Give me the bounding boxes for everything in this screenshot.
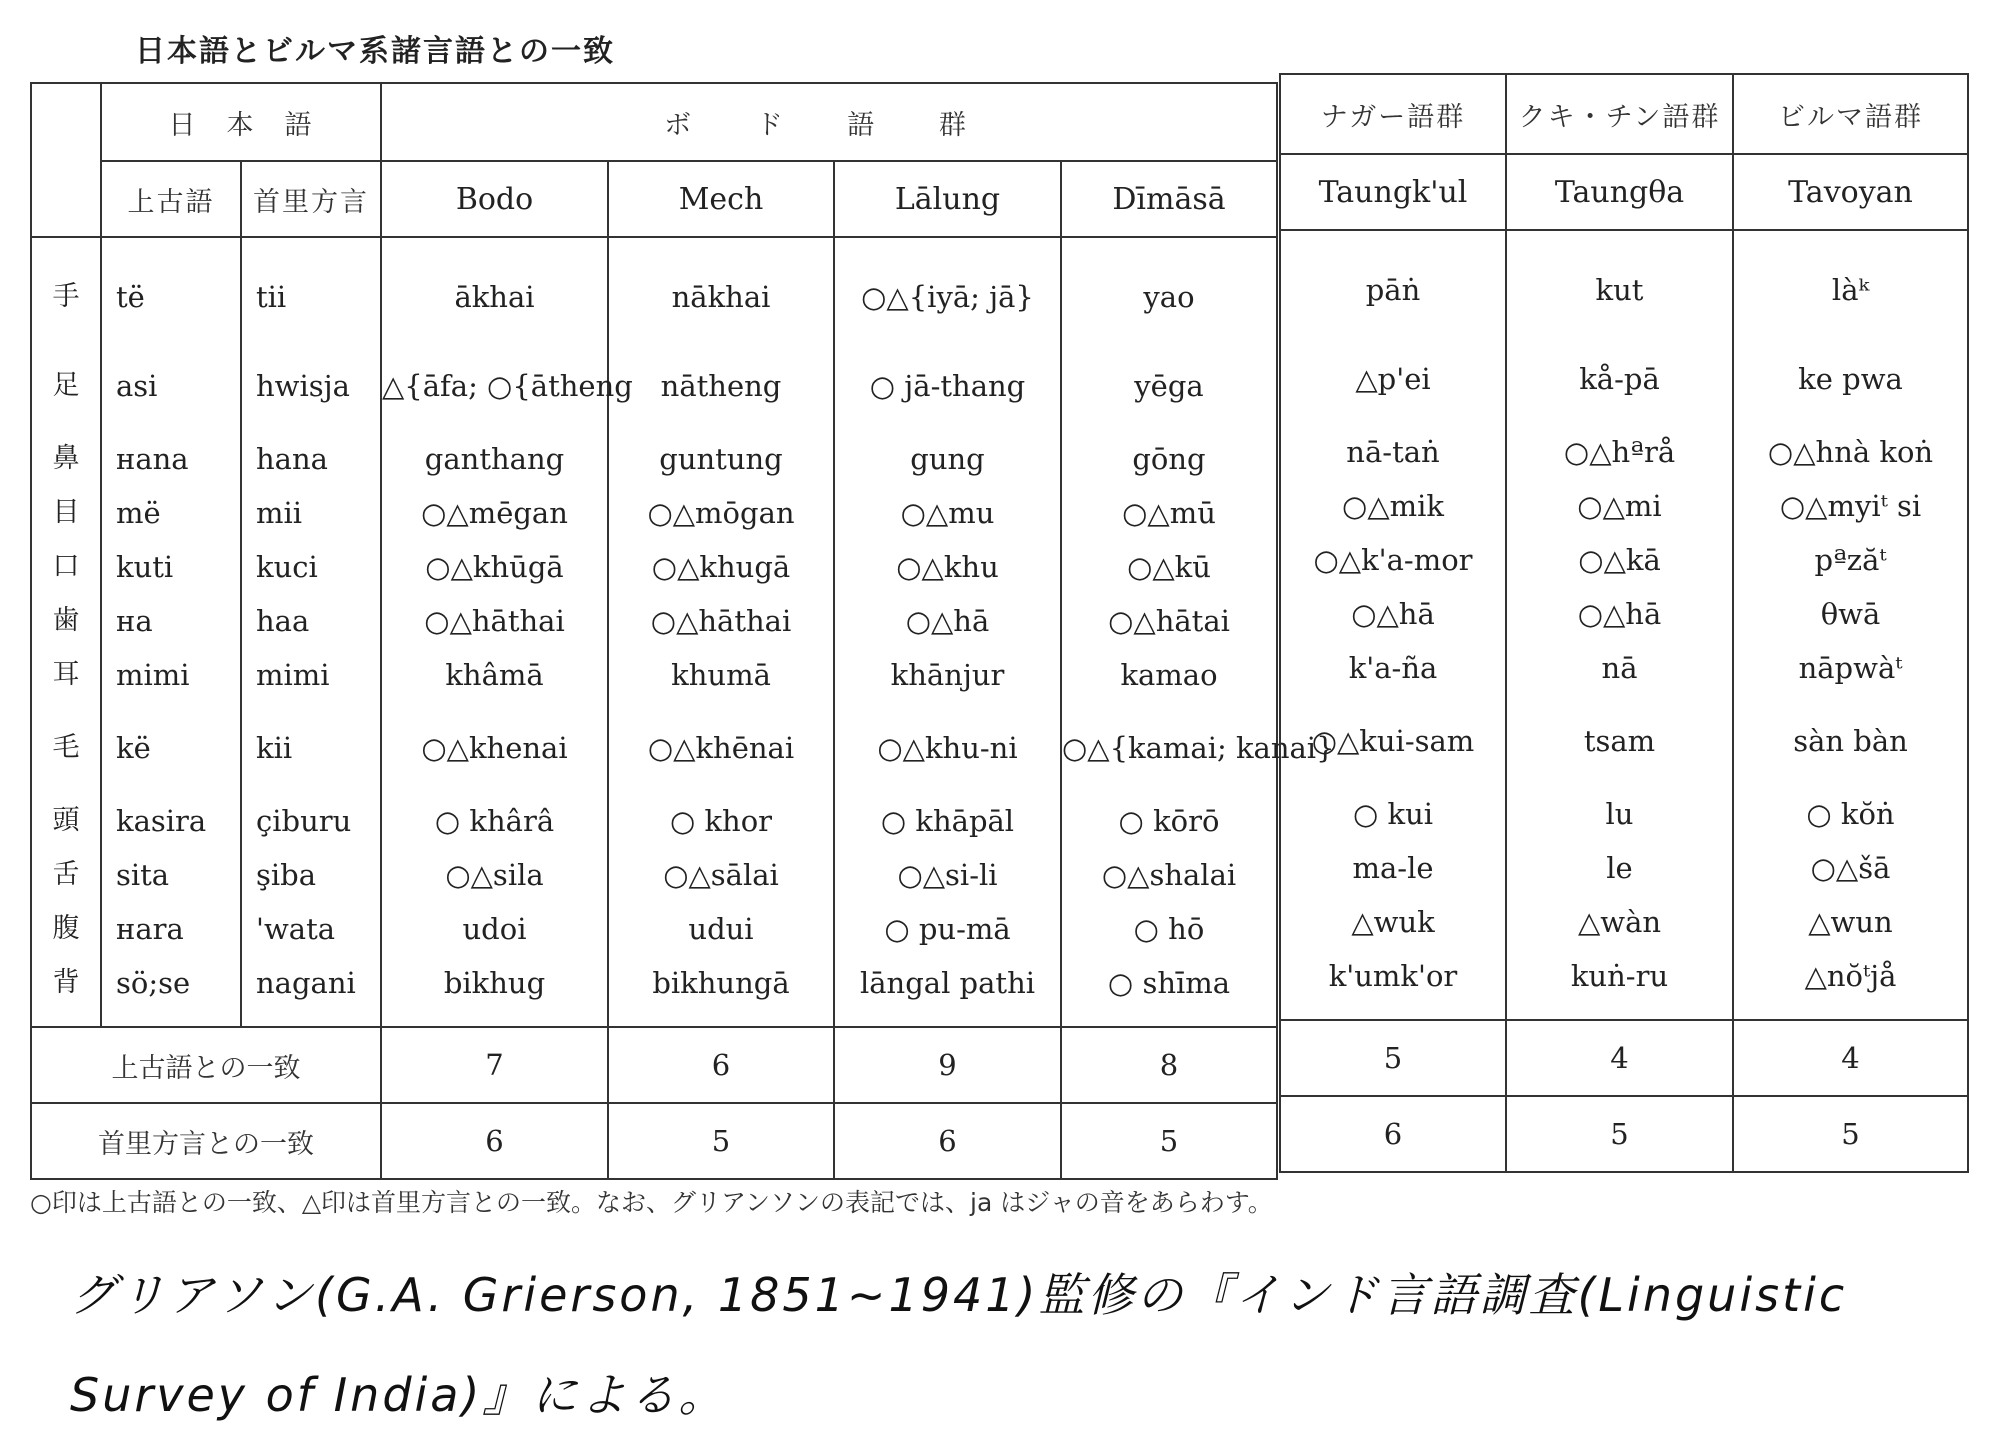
bodo-word: ○△khenai xyxy=(421,731,568,765)
bodo-word: ganthang xyxy=(424,442,565,476)
taungkul-word: ○ kui xyxy=(1352,797,1434,831)
lalung-word: gung xyxy=(910,442,985,476)
dimasa-word: ○△shalai xyxy=(1101,858,1237,892)
taungkul-word: pāṅ xyxy=(1365,273,1421,307)
count-cell: 4 xyxy=(1733,1020,1968,1096)
tavoyan-word: ○ kŏṅ xyxy=(1806,797,1895,831)
taungkul-word: k'a-ña xyxy=(1348,651,1438,685)
taungtha-word: nā xyxy=(1601,651,1638,685)
taungkul-word: ○△hā xyxy=(1351,597,1435,631)
count-cell: 6 xyxy=(381,1103,608,1179)
kanji-cell: 歯 xyxy=(52,605,80,636)
taungtha-word: ○△kā xyxy=(1578,543,1661,577)
taungtha-word: ○△hªrå xyxy=(1563,435,1676,469)
taungkul-word: △p'ei xyxy=(1355,362,1431,396)
taungkul-header: Taungk'ul xyxy=(1280,154,1506,230)
taungkul-word: k'umk'or xyxy=(1328,959,1458,993)
shuri-word: mimi xyxy=(256,658,330,692)
dimasa-word: ○△{kamai; kanai} xyxy=(1062,731,1335,765)
mech-header: Mech xyxy=(608,161,834,237)
lalung-word: khānjur xyxy=(890,658,1005,692)
shuri-word: haa xyxy=(256,604,310,638)
dimasa-word: yao xyxy=(1143,280,1195,314)
dimasa-word: kamao xyxy=(1120,658,1218,692)
shuri-column xyxy=(241,237,381,1027)
mech-word: guntung xyxy=(659,442,783,476)
lalung-word: lāngal pathi xyxy=(859,966,1036,1000)
count-cell: 6 xyxy=(1280,1096,1506,1172)
shuri-word: nagani xyxy=(256,966,356,1000)
shuri-header: 首里方言 xyxy=(241,161,381,237)
lalung-word: ○△khu-ni xyxy=(877,731,1018,765)
tavoyan-column xyxy=(1733,230,1968,1020)
bodo-header: Bodo xyxy=(381,161,608,237)
taungtha-word: △wàn xyxy=(1577,905,1662,939)
dimasa-word: ○△kū xyxy=(1127,550,1211,584)
dimasa-word: gōng xyxy=(1132,442,1206,476)
handwritten-note xyxy=(70,1245,1950,1445)
tavoyan-word: △wun xyxy=(1808,905,1893,939)
old-japanese-word: sita xyxy=(116,858,170,892)
bodo-column xyxy=(381,237,633,1027)
count-cell: 5 xyxy=(1061,1103,1277,1179)
shuri-word: çiburu xyxy=(256,804,352,838)
kanji-cell: 腹 xyxy=(52,913,80,944)
count-cell: 7 xyxy=(381,1027,608,1103)
taungkul-column xyxy=(1280,230,1506,1020)
kanji-column xyxy=(31,237,101,1027)
japanese-group-header: 日 本 語 xyxy=(101,83,381,161)
shuri-word: kii xyxy=(256,731,293,765)
corner-cell xyxy=(31,83,101,237)
taungtha-word: kå-pā xyxy=(1579,362,1660,396)
mech-word: bikhungā xyxy=(652,966,790,1000)
mech-word: khumā xyxy=(671,658,771,692)
kanji-cell: 鼻 xyxy=(52,443,80,474)
mech-word: udui xyxy=(688,912,754,946)
kanji-cell: 舌 xyxy=(52,859,80,890)
shuri-word: hana xyxy=(256,442,328,476)
taungkul-word: ○△k'a-mor xyxy=(1313,543,1473,577)
dimasa-word: yēga xyxy=(1134,369,1204,403)
taungtha-word: lu xyxy=(1605,797,1634,831)
count-cell: 8 xyxy=(1061,1027,1277,1103)
kanji-cell: 毛 xyxy=(52,732,80,763)
old-japanese-word: më xyxy=(116,496,161,530)
shuri-word: 'wata xyxy=(256,912,336,946)
taungtha-word: ○△mi xyxy=(1577,489,1662,523)
dimasa-header: Dīmāsā xyxy=(1061,161,1277,237)
count-cell: 4 xyxy=(1506,1020,1733,1096)
tavoyan-word: làᵏ xyxy=(1831,273,1870,307)
shuri-word: mii xyxy=(256,496,303,530)
old-japanese-match-label: 上古語との一致 xyxy=(31,1027,381,1103)
bodo-word: udoi xyxy=(462,912,527,946)
count-cell: 5 xyxy=(1506,1096,1733,1172)
burma-group-header: ビルマ語群 xyxy=(1733,74,1968,154)
mech-word: ○△sālai xyxy=(663,858,779,892)
kanji-cell: 目 xyxy=(52,497,80,528)
tavoyan-word: △nŏᵗjå xyxy=(1804,959,1897,993)
lalung-word: ○△hā xyxy=(905,604,990,638)
bodo-word: bikhug xyxy=(443,966,546,1000)
mech-column xyxy=(608,237,834,1027)
lalung-word: ○△{iyā; jā} xyxy=(861,280,1034,314)
old-japanese-column xyxy=(101,237,241,1027)
dimasa-word: ○ shīma xyxy=(1107,966,1231,1000)
bodo-word: ākhai xyxy=(454,280,535,314)
kanji-cell: 頭 xyxy=(52,805,80,836)
handwritten-line-2: Survey of India)』による。 xyxy=(70,1368,728,1422)
bodo-word: ○△mēgan xyxy=(421,496,568,530)
shuri-word: şiba xyxy=(256,858,317,892)
kanji-cell: 手 xyxy=(52,281,80,312)
kanji-cell: 背 xyxy=(52,967,80,998)
dimasa-column xyxy=(1061,237,1335,1027)
mech-word: ○△khēnai xyxy=(647,731,795,765)
lalung-header: Lālung xyxy=(834,161,1061,237)
lalung-word: ○ pu-mā xyxy=(884,912,1011,946)
mech-word: ○△khugā xyxy=(651,550,791,584)
taungkul-word: △wuk xyxy=(1351,905,1435,939)
bodo-word: ○△hāthai xyxy=(424,604,565,638)
tavoyan-word: nāpwàᵗ xyxy=(1798,651,1903,685)
mech-word: nātheng xyxy=(660,369,782,403)
dimasa-word: ○△hātai xyxy=(1108,604,1230,638)
comparison-table-right xyxy=(1279,73,1969,1173)
tavoyan-word: ○△hnà koṅ xyxy=(1767,435,1934,469)
bodo-word: khâmā xyxy=(445,658,544,692)
comparison-table-left xyxy=(30,82,1335,1180)
dimasa-word: ○△mū xyxy=(1122,496,1216,530)
taungkul-word: ○△kui-sam xyxy=(1311,724,1475,758)
old-japanese-word: ʜa xyxy=(116,604,153,638)
old-japanese-word: kë xyxy=(116,731,151,765)
lalung-word: ○△mu xyxy=(900,496,995,530)
taungtha-header: Taungθa xyxy=(1506,154,1733,230)
taungtha-word: tsam xyxy=(1583,724,1656,758)
taungtha-word: kut xyxy=(1595,273,1644,307)
kanji-cell: 足 xyxy=(52,370,80,401)
dimasa-word: ○ kōrō xyxy=(1118,804,1220,838)
taungkul-word: ○△mik xyxy=(1342,489,1444,523)
old-japanese-header: 上古語 xyxy=(101,161,241,237)
taungkul-word: ma-le xyxy=(1352,851,1434,885)
taungtha-word: kuṅ-ru xyxy=(1570,959,1669,993)
tavoyan-header: Tavoyan xyxy=(1733,154,1968,230)
bodo-word: ○△sila xyxy=(445,858,544,892)
taungtha-word: le xyxy=(1606,851,1633,885)
bodo-word: ○ khârâ xyxy=(434,804,555,838)
count-cell: 5 xyxy=(1280,1020,1506,1096)
footnote: ○印は上古語との一致、△印は首里方言との一致。なお、グリアンソンの表記では、ja はジャの音をあらわす。 xyxy=(30,1188,1273,1217)
mech-word: ○△hāthai xyxy=(650,604,792,638)
mech-word: ○△mōgan xyxy=(647,496,795,530)
old-japanese-word: ʜara xyxy=(116,912,184,946)
old-japanese-word: ʜana xyxy=(116,442,189,476)
old-japanese-word: asi xyxy=(116,369,158,403)
taungtha-word: ○△hā xyxy=(1577,597,1662,631)
kanji-cell: 口 xyxy=(52,551,80,582)
lalung-word: ○△si-li xyxy=(897,858,998,892)
shuri-word: kuci xyxy=(256,550,318,584)
old-japanese-word: mimi xyxy=(116,658,190,692)
old-japanese-word: kasira xyxy=(116,804,207,838)
count-cell: 6 xyxy=(608,1027,834,1103)
old-japanese-word: kuti xyxy=(116,550,174,584)
tavoyan-word: ○△šā xyxy=(1810,851,1891,885)
tavoyan-word: sàn bàn xyxy=(1793,724,1908,758)
lalung-column xyxy=(834,237,1061,1027)
old-japanese-word: të xyxy=(116,280,145,314)
lalung-word: ○ jā-thang xyxy=(869,369,1026,403)
page-title: 日本語とビルマ系諸言語との一致 xyxy=(135,34,615,69)
shuri-word: tii xyxy=(256,280,287,314)
kanji-cell: 耳 xyxy=(52,659,80,690)
tavoyan-word: ke pwa xyxy=(1798,362,1903,396)
lalung-word: ○△khu xyxy=(896,550,999,584)
kuki-chin-group-header: クキ・チン語群 xyxy=(1506,74,1733,154)
count-cell: 5 xyxy=(608,1103,834,1179)
taungkul-word: nā-taṅ xyxy=(1346,435,1440,469)
bodo-word: ○△khūgā xyxy=(425,550,564,584)
bodo-group-header: ボ ド 語 群 xyxy=(381,83,1277,161)
shuri-word: hwisja xyxy=(256,369,350,403)
taungtha-column xyxy=(1506,230,1733,1020)
mech-word: nākhai xyxy=(671,280,771,314)
count-cell: 9 xyxy=(834,1027,1061,1103)
shuri-match-label: 首里方言との一致 xyxy=(31,1103,381,1179)
count-cell: 5 xyxy=(1733,1096,1968,1172)
mech-word: ○ khor xyxy=(669,804,773,838)
handwritten-line-1: グリアソン(G.A. Grierson, 1851~1941)監修の『インド言語調査(Linguistic xyxy=(70,1268,1848,1322)
old-japanese-word: sö;se xyxy=(116,966,191,1000)
bodo-word: △{āfa; ○{ātheng xyxy=(382,369,633,403)
count-cell: 6 xyxy=(834,1103,1061,1179)
tavoyan-word: ○△myiᵗ si xyxy=(1779,489,1922,523)
tavoyan-word: pªzăᵗ xyxy=(1814,543,1887,577)
naga-group-header: ナガー語群 xyxy=(1280,74,1506,154)
dimasa-word: ○ hō xyxy=(1133,912,1205,946)
tavoyan-word: θwā xyxy=(1820,597,1881,631)
lalung-word: ○ khāpāl xyxy=(880,804,1015,838)
